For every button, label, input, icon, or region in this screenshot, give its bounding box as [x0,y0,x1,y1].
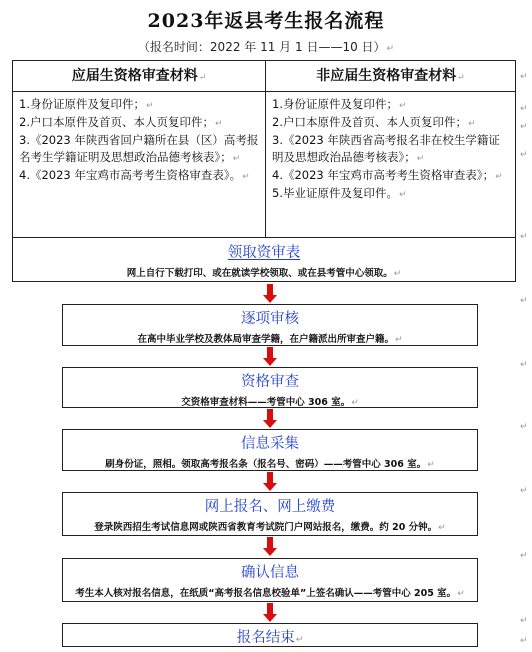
step-description: 登录陕西招生考试信息网或陕西省教育考试院门户网站报名，缴费。约 20 分钟。↵ [94,522,446,533]
non-fresh-graduate-column [266,61,515,237]
list-item: 1.身份证原件及复印件；↵ [272,97,407,111]
list-item: 5.毕业证原件及复印件。↵ [272,186,407,201]
step-confirm-info [62,558,478,602]
list-item: 4.《2023 年宝鸡市高考考生资格审查表》；↵ [272,167,503,182]
list-item: 4.《2023 年宝鸡市高考考生资格审查表》。↵ [19,167,250,182]
non-fresh-graduate-header: 非应届生资格审查材料↵ [266,61,515,92]
arrow-down-icon [263,409,277,428]
step-description: 考生本人核对报名信息，在纸质“高考报名信息校验单”上签名确认——考管中心 205 室。↵ [75,588,465,599]
registration-period: （报名时间：2022 年 11 月 1 日——10 日）↵ [137,40,395,54]
step-title: 报名结束↵ [236,630,304,646]
step-title: 确认信息 [241,565,299,581]
step-title: 网上报名、网上缴费 [204,499,336,515]
paragraph-mark: ↵ [520,551,528,561]
fresh-graduate-column [13,61,266,237]
step-description: 交资格审查材料——考管中心 306 室。↵ [181,397,359,408]
paragraph-mark: ↵ [520,104,528,114]
materials-table [12,60,516,282]
step-description: 网上自行下载打印、或在就读学校领取、或在县考管中心领取。↵ [126,268,402,279]
list-item: 1.身份证原件及复印件；↵ [19,97,154,111]
step-title: 资格审查 [241,374,299,390]
arrow-down-icon [263,603,277,622]
step-title: 信息采集 [241,436,299,452]
paragraph-mark: ↵ [520,150,528,160]
step-online-registration [62,492,478,536]
fresh-graduate-materials [13,92,265,185]
paragraph-mark: ↵ [520,296,528,306]
step-review [62,304,478,346]
page-title: 2023年返县考生报名流程 [147,10,385,32]
step-description: 在高中毕业学校及教体局审查学籍，在户籍派出所审查户籍。↵ [137,334,403,345]
paragraph-mark: ↵ [520,422,528,432]
non-fresh-graduate-materials [266,92,515,203]
list-item: 2.户口本原件及首页、本人页复印件；↵ [19,115,223,130]
arrow-down-icon [263,537,277,556]
arrow-down-icon [263,347,277,366]
step-title: 领取资审表 [227,245,301,261]
paragraph-mark: ↵ [520,616,528,626]
list-item: 2.户口本原件及首页、本人页复印件；↵ [272,115,476,130]
paragraph-mark: ↵ [520,486,528,496]
step-title: 逐项审核 [241,311,299,327]
fresh-graduate-header: 应届生资格审查材料↵ [13,61,265,92]
step-qualification-check [62,367,478,408]
paragraph-mark: ↵ [520,232,528,242]
list-item: 3.《2023 年陕西省高考报名非在校生学籍证明及思想政治品德考核表》；↵ [272,133,500,164]
arrow-down-icon [263,472,277,491]
paragraph-mark: ↵ [520,72,528,82]
arrow-down-icon [263,284,277,303]
paragraph-mark: ↵ [520,122,528,132]
paragraph-mark: ↵ [520,636,528,646]
step-description: 刷身份证，照相。领取高考报名条（报名号、密码）——考管中心 306 室。↵ [105,459,435,470]
list-item: 3.《2023 年陕西省回户籍所在县（区）高考报名考生学籍证明及思想政治品德考核表》；↵ [19,133,259,164]
step-end [62,623,478,647]
step-info-collection [62,429,478,471]
paragraph-mark: ↵ [520,360,528,370]
step-get-form [13,237,515,282]
